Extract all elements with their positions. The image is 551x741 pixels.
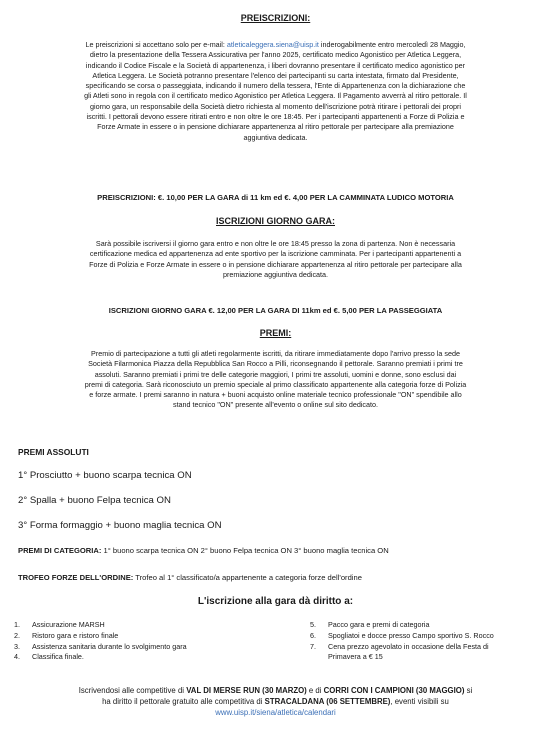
- premi-heading: PREMI:: [259, 328, 292, 338]
- list-number: 5.: [310, 620, 316, 629]
- premi-line: Società Filarmonica Piazza della Repubblica San Rocco a Pilli, riconsegnando il pettorale. Saranno premiati i primi tre: [88, 359, 463, 369]
- preiscrizioni-line: iscritti. I pettorali devono essere ritirati entro e non oltre le ore 18:45. Per i partecipanti appartenenti a Forze di Polizia e: [86, 112, 465, 122]
- footer-line-1: [0, 685, 551, 696]
- premio-assoluto-2: 2° Spalla + buono Felpa tecnica ON: [18, 495, 171, 506]
- preiscrizioni-line: dietro la presentazione della Tessera Assicurativa per l'anno 2025, certificato medico Agonistico per Atletica Leggera,: [89, 50, 462, 60]
- list-text: Classifica finale.: [32, 652, 84, 662]
- list-item: [310, 642, 540, 653]
- email-link[interactable]: atleticaleggera.siena@uisp.it: [226, 40, 319, 49]
- trofeo-line: [0, 573, 551, 582]
- footer-text: si: [464, 686, 473, 695]
- preiscrizioni-line-0: [0, 40, 551, 50]
- iscrizioni-body: [0, 239, 551, 280]
- corri-con-i-campioni: CORRI CON I CAMPIONI (30 MAGGIO): [323, 686, 465, 695]
- footer-text: Iscrivendosi alle competitive di: [78, 686, 187, 695]
- list-text: Assistenza sanitaria durante lo svolgimento gara: [32, 641, 187, 651]
- preiscrizioni-line: giorno gara, un responsabile della Società dietro richiesta al momento dell'iscrizione potrà ritirare i pettorali dei propri: [90, 101, 461, 111]
- footer-text: ha diritto il pettorale gratuito alle competitiva di: [102, 697, 265, 706]
- list-number: 1.: [14, 620, 20, 629]
- list-number: 4.: [14, 652, 20, 662]
- iscrizioni-heading: ISCRIZIONI GIORNO GARA:: [216, 216, 335, 226]
- list-item: [14, 620, 284, 631]
- list-text: Cena prezzo agevolato in occasione della Festa di: [328, 641, 489, 651]
- preiscrizioni-body: [0, 40, 551, 143]
- diritto-heading: L'iscrizione alla gara dà diritto a:: [197, 596, 354, 607]
- preiscrizioni-text: Le preiscrizioni si accettano solo per e-mail:: [85, 40, 227, 49]
- preiscrizioni-text: inderogabilmente entro mercoledì 28 Maggio,: [318, 40, 466, 49]
- preiscrizioni-price: PREISCRIZIONI: €. 10,00 PER LA GARA di 11 km ed €. 4,00 PER LA CAMMINATA LUDICO MOTORIA: [97, 193, 454, 202]
- premi-categoria-line: [0, 546, 551, 555]
- premi-categoria-label: PREMI DI CATEGORIA:: [18, 546, 102, 555]
- stracaldana: STRACALDANA (06 SETTEMBRE): [264, 697, 391, 706]
- diritto-list-right: [310, 620, 540, 663]
- footer-text: , eventi visibili su: [390, 697, 449, 706]
- premi-body: [0, 349, 551, 411]
- list-item: [310, 652, 540, 663]
- premio-assoluto-3: 3° Forma formaggio + buono maglia tecnica ON: [18, 520, 222, 531]
- iscrizioni-line: premiazione aggiuntiva dedicata.: [222, 269, 329, 279]
- iscrizioni-line: Forze di Polizia e Forze Armate in essere o in pensione dichiarare appartenenza al ritiro pettorale per partecipare alla: [89, 259, 462, 269]
- preiscrizioni-line: gli Atleti sono in regola con il certificato medico Agonistico per Atletica Leggera. Il Pagamento avverrà al ritiro pettorale. Il: [84, 91, 467, 101]
- premi-line: e forze armate. I premi saranno in natura + buoni acquisto online materiale tecnico professionale "ON" spendibile allo: [89, 390, 462, 400]
- premi-line: stand tecnico "ON" presente all'evento o online sul sito dedicato.: [172, 400, 379, 410]
- list-number: 3.: [14, 641, 20, 651]
- list-number: 6.: [310, 630, 316, 640]
- preiscrizioni-line: specificando se corsa o passeggiata, indicando il numero della tessera, l'Ente di Appartenenza con la dichiarazione che: [85, 81, 466, 91]
- list-text: Ristoro gara e ristoro finale: [32, 630, 119, 640]
- preiscrizioni-line: aggiuntiva dedicata.: [243, 132, 308, 142]
- iscrizioni-line: Sarà possibile iscriversi il giorno gara entro e non oltre le ore 18:45 presso la zona di partenza. Non è necessaria: [95, 239, 456, 248]
- diritto-list-left: [14, 620, 284, 663]
- list-number: [310, 652, 328, 663]
- trofeo-text: Trofeo al 1° classificato/a appartenente a categoria forze dell'ordine: [133, 573, 362, 582]
- list-text: Pacco gara e premi di categoria: [328, 620, 430, 629]
- list-text: Spogliatoi e docce presso Campo sportivo S. Rocco: [328, 630, 494, 640]
- list-number: 7.: [310, 641, 316, 651]
- list-text: Primavera a € 15: [328, 652, 383, 662]
- list-text: Assicurazione MARSH: [32, 620, 105, 629]
- footer: [0, 685, 551, 718]
- preiscrizioni-line: indicando il Codice Fiscale e la Società di appartenenza, i liberi dovranno presentare il certificato medico agonistico per: [85, 60, 466, 70]
- premi-line: Premio di partecipazione a tutti gli atleti regolarmente iscritti, da ritirare immediatamente dopo l'arrivo presso la sede: [91, 349, 460, 358]
- premio-assoluto-1: 1° Prosciutto + buono scarpa tecnica ON: [18, 470, 192, 481]
- iscrizioni-price: ISCRIZIONI GIORNO GARA €. 12,00 PER LA GARA DI 11km ed €. 5,00 PER LA PASSEGGIATA: [108, 306, 443, 315]
- val-di-merse-run: VAL DI MERSE RUN (30 MARZO): [186, 686, 307, 695]
- iscrizioni-line: certificazione medica ed appartenenza ad ente sportivo per la iscrizione camminata. Per i partecipanti appartenenti a: [89, 249, 462, 259]
- footer-text: e di: [306, 686, 324, 695]
- premi-categoria-text: 1° buono scarpa tecnica ON 2° buono Felpa tecnica ON 3° buono maglia tecnica ON: [101, 546, 389, 555]
- premi-assoluti-heading: PREMI ASSOLUTI: [18, 447, 89, 457]
- preiscrizioni-heading: PREISCRIZIONI:: [240, 13, 311, 23]
- premi-line: assoluti. Saranno premiati i primi tre delle categorie maggiori, I primi tre assoluti, uomini e donne, sono esclusi dai: [94, 369, 457, 379]
- preiscrizioni-section: [0, 13, 551, 23]
- footer-line-2: [0, 696, 551, 707]
- list-item: [14, 652, 284, 663]
- preiscrizioni-line: Atletica Leggera. Le Società potranno presentare l'elenco dei partecipanti su carta intestata, firmato dal Presidente,: [92, 70, 459, 80]
- list-item: [14, 642, 284, 653]
- list-item: [310, 620, 540, 631]
- list-item: [14, 631, 284, 642]
- premi-line: premi di categoria. Sarà riconosciuto un premio speciale al primo classificato appartenente alla categoria forze di Polizia: [84, 379, 467, 389]
- calendar-link[interactable]: www.uisp.it/siena/atletica/calendari: [215, 708, 336, 717]
- list-number: 2.: [14, 630, 20, 640]
- preiscrizioni-line: Forze Armate in essere o in pensione dichiarare appartenenza al ritiro pettorale per partecipare alla premiazione: [97, 122, 454, 132]
- trofeo-label: TROFEO FORZE DELL'ORDINE:: [18, 573, 134, 582]
- list-item: [310, 631, 540, 642]
